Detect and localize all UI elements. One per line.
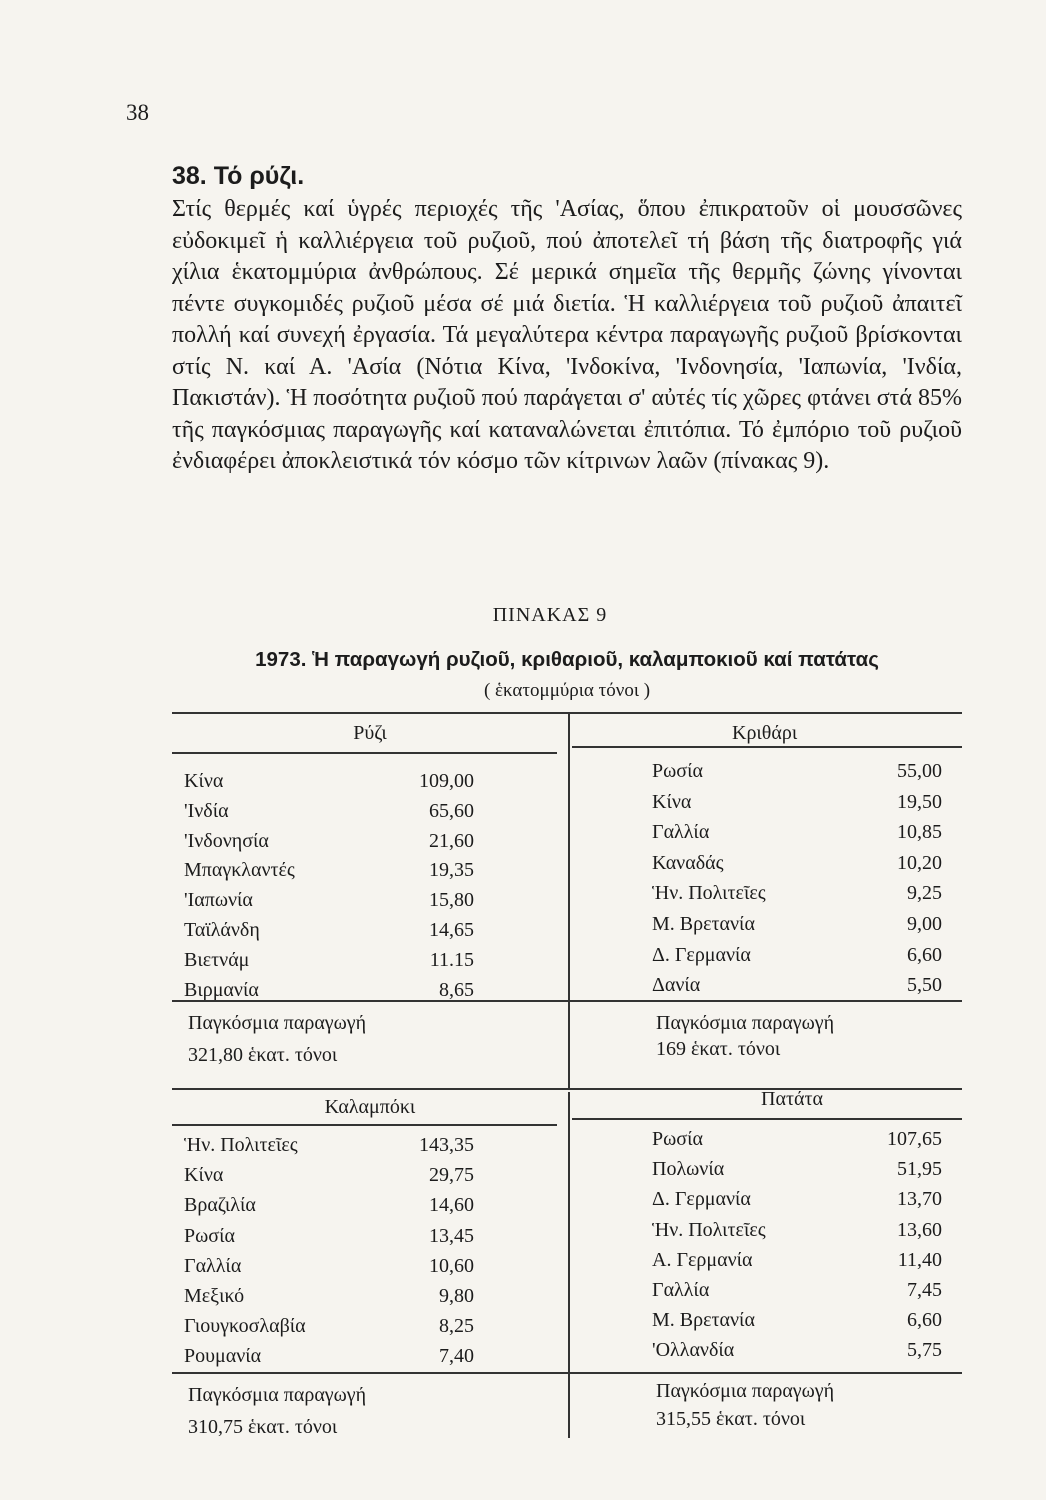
maize-row — [184, 1341, 474, 1371]
potato-row — [652, 1275, 942, 1305]
maize-total-value: 310,75 ἑκατ. τόνοι — [188, 1416, 338, 1438]
country-cell: Κίνα — [184, 1164, 224, 1187]
value-cell: 19,50 — [897, 790, 942, 813]
maize-row — [184, 1251, 474, 1281]
potato-row — [652, 1154, 942, 1184]
country-cell: Γαλλία — [184, 1254, 242, 1277]
value-cell: 8,65 — [439, 978, 474, 1001]
country-cell: Δανία — [652, 974, 701, 997]
maize-row — [184, 1160, 474, 1190]
maize-row — [184, 1281, 474, 1311]
header-rule-left — [172, 752, 557, 754]
value-cell: 13,70 — [897, 1188, 942, 1211]
country-cell: Α. Γερμανία — [652, 1248, 753, 1271]
country-cell: 'Ινδία — [184, 799, 229, 822]
country-cell: Ἡν. Πολιτεῖες — [652, 1218, 766, 1241]
potato-total-value: 315,55 ἑκατ. τόνοι — [656, 1408, 806, 1430]
country-cell: Βιετνάμ — [184, 948, 250, 971]
value-cell: 6,60 — [907, 1309, 942, 1332]
country-cell: Γαλλία — [652, 1279, 710, 1301]
country-cell: Δ. Γερμανία — [652, 1188, 751, 1211]
value-cell: 9,00 — [907, 913, 942, 935]
value-cell: 10,85 — [897, 821, 942, 844]
rice-row — [184, 915, 474, 945]
table-column-divider-bottom — [568, 1092, 570, 1438]
rule-above-totals-2 — [172, 1372, 962, 1374]
potato-row — [652, 1245, 942, 1275]
barley-row — [652, 909, 942, 939]
rice-row — [184, 855, 474, 885]
value-cell: 13,60 — [897, 1218, 942, 1241]
value-cell: 51,95 — [897, 1158, 942, 1181]
rule-above-totals-1 — [172, 1000, 962, 1002]
value-cell: 11.15 — [429, 948, 474, 971]
value-cell: 14,60 — [429, 1194, 474, 1217]
country-cell: Κίνα — [184, 770, 224, 792]
maize-row — [184, 1311, 474, 1341]
country-cell: Ἡν. Πολιτεῖες — [652, 882, 766, 905]
value-cell: 5,75 — [907, 1339, 942, 1362]
header-rule-right-2 — [572, 1118, 962, 1120]
rice-row — [184, 885, 474, 915]
country-cell: Ρουμανία — [184, 1345, 262, 1368]
barley-row — [652, 878, 942, 908]
value-cell: 55,00 — [897, 760, 942, 782]
value-cell: 13,45 — [429, 1224, 474, 1247]
value-cell: 6,60 — [907, 943, 942, 966]
potato-row — [652, 1184, 942, 1214]
barley-row — [652, 817, 942, 847]
section-title: 38. Τό ρύζι. — [172, 162, 305, 190]
country-cell: Ἡν. Πολιτεῖες — [184, 1134, 298, 1156]
value-cell: 15,80 — [429, 889, 474, 912]
maize-row — [184, 1190, 474, 1220]
country-cell: Μεξικό — [184, 1285, 245, 1307]
barley-row — [652, 787, 942, 817]
rice-total-value: 321,80 ἑκατ. τόνοι — [188, 1044, 338, 1066]
value-cell: 143,35 — [419, 1134, 474, 1156]
barley-row — [652, 756, 942, 786]
maize-row — [184, 1221, 474, 1251]
country-cell: Πολωνία — [652, 1158, 725, 1181]
maize-total-label: Παγκόσμια παραγωγή — [188, 1384, 367, 1406]
value-cell: 10,60 — [429, 1254, 474, 1277]
potato-row — [652, 1124, 942, 1154]
barley-row — [652, 848, 942, 878]
value-cell: 9,80 — [439, 1285, 474, 1307]
page-number: 38 — [126, 100, 149, 125]
value-cell: 29,75 — [429, 1164, 474, 1187]
potato-row — [652, 1305, 942, 1335]
rice-row — [184, 826, 474, 856]
country-cell: Μ. Βρετανία — [652, 1309, 755, 1332]
body-paragraph: Στίς θερμές καί ὑγρές περιοχές τῆς 'Ασίας, ὅπου ἐπικρατοῦν οἱ μουσσῶνες εὐδοκιμεῖ ἡ καλλιέργεια τοῦ ρυζιοῦ, πού ἀποτελεῖ τή βάση τῆς διατροφῆς γιά χίλια ἑκατομμύρια ἀνθρώπους. Σέ μερικά σημεῖα τῆς θερμῆς ζώνης γίνονται πέντε συγκομιδές ρυζιοῦ μέσα σέ μιά διετία. Ἡ καλλιέργεια τοῦ ρυζιοῦ ἀπαιτεῖ πολλή καί συνεχή ἐργασία. Τά μεγαλύτερα κέντρα παραγωγῆς ρυζιοῦ βρίσκονται στίς Ν. καί Α. 'Ασία (Νότια Κίνα, 'Ινδοκίνα, 'Ινδονησία, 'Ιαπωνία, 'Ινδία, Πακιστάν). Ἡ ποσότητα ρυζιοῦ πού παράγεται σ' αὐτές τίς χῶρες φτάνει στά 85% τῆς παγκόσμιας παραγωγῆς καί καταναλώνεται ἐπιτόπια. Τό ἐμπόριο τοῦ ρυζιοῦ ἐνδιαφέρει ἀποκλειστικά τόν κόσμο τῶν κίτρινων λαῶν (πίνακας 9). — [172, 196, 962, 474]
value-cell: 109,00 — [419, 770, 474, 792]
barley-total-label: Παγκόσμια παραγωγή — [656, 1012, 835, 1034]
rice-row — [184, 796, 474, 826]
value-cell: 7,45 — [907, 1279, 942, 1301]
country-cell: Βιρμανία — [184, 978, 259, 1001]
value-cell: 21,60 — [429, 829, 474, 852]
value-cell: 9,25 — [907, 882, 942, 905]
potato-header: Πατάτα — [761, 1088, 823, 1110]
barley-total-value: 169 ἑκατ. τόνοι — [656, 1038, 781, 1060]
country-cell: Βραζιλία — [184, 1194, 256, 1217]
country-cell: Καναδάς — [652, 851, 724, 874]
country-cell: Ρωσία — [652, 1128, 703, 1150]
table-rule-top — [172, 712, 962, 714]
maize-header: Καλαμπόκι — [324, 1096, 416, 1118]
value-cell: 19,35 — [429, 859, 474, 882]
value-cell: 8,25 — [439, 1315, 474, 1338]
rice-total-label: Παγκόσμια παραγωγή — [188, 1012, 367, 1034]
country-cell: Ρωσία — [184, 1224, 235, 1247]
country-cell: Μ. Βρετανία — [652, 913, 755, 935]
table-unit: ( ἑκατομμύρια τόνοι ) — [483, 680, 651, 701]
rice-row — [184, 945, 474, 975]
country-cell: Γαλλία — [652, 821, 710, 844]
table-caption: 1973. Ἡ παραγωγή ρυζιοῦ, κριθαριοῦ, καλαμποκιοῦ καί πατάτας — [255, 648, 879, 671]
header-rule-right — [572, 746, 962, 748]
potato-total-label: Παγκόσμια παραγωγή — [656, 1380, 835, 1402]
potato-row — [652, 1215, 942, 1245]
rice-row — [184, 766, 474, 796]
country-cell: Ταϊλάνδη — [184, 919, 260, 941]
country-cell: 'Ολλανδία — [652, 1339, 735, 1362]
value-cell: 14,65 — [429, 919, 474, 941]
country-cell: Ρωσία — [652, 760, 703, 782]
value-cell: 11,40 — [897, 1248, 942, 1271]
country-cell: Κίνα — [652, 790, 692, 813]
potato-row — [652, 1335, 942, 1365]
country-cell: 'Ιαπωνία — [184, 889, 253, 912]
value-cell: 10,20 — [897, 851, 942, 874]
rice-header: Ρύζι — [353, 722, 387, 744]
country-cell: Μπαγκλαντές — [184, 859, 295, 882]
value-cell: 5,50 — [907, 974, 942, 997]
barley-header: Κριθάρι — [732, 722, 798, 744]
country-cell: 'Ινδονησία — [184, 829, 269, 852]
table-label: ΠΙΝΑΚΑΣ 9 — [492, 604, 608, 626]
value-cell: 65,60 — [429, 799, 474, 822]
header-rule-left-2 — [172, 1124, 557, 1126]
barley-row — [652, 940, 942, 970]
barley-row — [652, 970, 942, 1000]
table-column-divider-top — [568, 712, 570, 1088]
value-cell: 107,65 — [887, 1128, 942, 1150]
country-cell: Γιουγκοσλαβία — [184, 1315, 306, 1338]
country-cell: Δ. Γερμανία — [652, 943, 751, 966]
value-cell: 7,40 — [439, 1345, 474, 1368]
maize-row — [184, 1130, 474, 1160]
